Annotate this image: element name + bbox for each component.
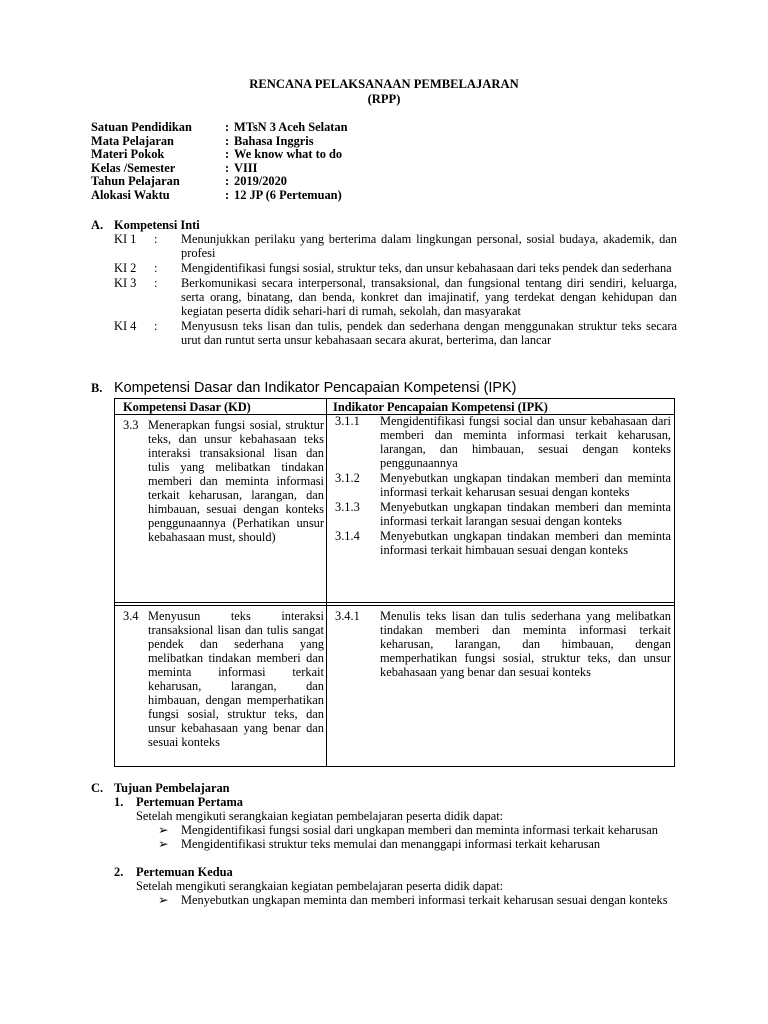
meeting-title: Pertemuan Kedua — [136, 865, 233, 879]
kd-number: 3.3 — [123, 418, 139, 432]
goal-item — [114, 823, 677, 837]
section-b-title: Kompetensi Dasar dan Indikator Pencapaian Kompetensi (IPK) — [114, 380, 517, 396]
table-row-divider — [115, 602, 674, 603]
table-column-divider — [326, 399, 327, 766]
kd-cell — [123, 418, 324, 544]
kd-text: Menerapkan fungsi sosial, struktur teks, dan unsur kebahasaan teks interaksi transaksional lisan dan tulis yang melibatkan tindakan memberi dan meminta informasi terkait keharusan, larangan, dan himbauan, sesuai dengan konteks penggunaannya (Perhatikan unsur kebahasaan must, should) — [148, 418, 324, 544]
identity-row: Materi Pokok : We know what to do — [91, 147, 343, 161]
ipk-number: 3.1.4 — [335, 529, 360, 543]
ipk-text: Menyebutkan ungkapan tindakan memberi dan meminta informasi terkait keharusan sesuai dengan konteks — [380, 471, 671, 499]
meeting-heading — [114, 865, 677, 879]
identity-label: Alokasi Waktu — [91, 187, 170, 202]
tujuan-pembelajaran-list — [114, 795, 677, 921]
ipk-number: 3.1.3 — [335, 500, 360, 514]
ki-code: KI 3 — [114, 276, 137, 290]
identity-label: Satuan Pendidikan — [91, 120, 192, 134]
ipk-item — [335, 414, 671, 470]
ki-code: KI 4 — [114, 319, 137, 333]
kd-cell — [123, 609, 324, 749]
document-title-line2: (RPP) — [367, 92, 401, 106]
ipk-number: 3.4.1 — [335, 609, 360, 623]
identity-row: Alokasi Waktu : 12 JP (6 Pertemuan) — [91, 187, 342, 202]
identity-table — [91, 120, 347, 201]
document-title — [0, 77, 768, 107]
ipk-cell — [335, 414, 671, 558]
ki-text: Berkomunikasi secara interpersonal, transaksional, dan fungsional tentang diri sendiri, keluarga, serta orang, binatang, dan benda, konkret dan imajinatif, yang terdekat dengan kehidupan dan kegiatan peserta didik sehari-hari di rumah, sekolah, dan masyarakat — [181, 276, 677, 318]
table-row-divider — [115, 605, 674, 606]
identity-value: We know what to do — [234, 147, 343, 161]
section-a-title: Kompetensi Inti — [114, 218, 200, 232]
ki-item: KI 1 : Menunjukkan perilaku yang berterima dalam lingkungan personal, sosial budaya, akademik, dan profesi — [114, 232, 677, 260]
identity-label: Tahun Pelajaran — [91, 174, 180, 188]
section-a-letter: A. — [91, 218, 104, 232]
meeting-number: 1. — [114, 795, 124, 809]
arrow-bullet-icon: ➢ — [158, 837, 169, 851]
goal-text: Mengidentifikasi struktur teks memulai dan menanggapi informasi terkait keharusan — [181, 837, 601, 851]
identity-row: Satuan Pendidikan : MTsN 3 Aceh Selatan — [91, 120, 348, 134]
ipk-text: Menulis teks lisan dan tulis sederhana yang melibatkan tindakan memberi dan meminta informasi terkait keharusan, larangan, dan himbauan, dengan memperhatikan fungsi sosial, struktur teks, dan unsur kebahasaan yang benar dan sesuai konteks — [380, 609, 671, 679]
section-a-heading — [91, 218, 200, 232]
kompetensi-inti-list — [114, 232, 677, 348]
ki-item: KI 3 : Berkomunikasi secara interpersonal, transaksional, dan fungsional tentang diri sendiri, keluarga, serta orang, binatang, dan benda, konkret dan imajinatif, yang terdekat dengan kehidupan dan kegiatan peserta didik sehari-hari di rumah, sekolah, dan masyarakat — [114, 276, 677, 318]
ki-item: KI 4 : Menyususn teks lisan dan tulis, pendek dan sederhana dengan menggunakan struktur teks secara urut dan runtut serta unsur kebahasaan secara akurat, berterima, dan lancar — [114, 319, 677, 347]
identity-value: 2019/2020 — [234, 174, 288, 188]
identity-label: Kelas /Semester — [91, 160, 176, 175]
meeting-intro: Setelah mengikuti serangkaian kegiatan pembelajaran peserta didik dapat: — [136, 879, 504, 893]
identity-value: Bahasa Inggris — [234, 133, 314, 148]
ki-text: Menyususn teks lisan dan tulis, pendek dan sederhana dengan menggunakan struktur teks secara urut dan runtut serta unsur kebahasaan secara akurat, berterima, dan lancar — [181, 319, 677, 347]
identity-value: MTsN 3 Aceh Selatan — [234, 120, 348, 134]
meeting-heading — [114, 795, 677, 809]
document-title-line1: RENCANA PELAKSANAAN PEMBELAJARAN — [249, 77, 519, 91]
kd-ipk-table — [114, 398, 675, 767]
ki-text: Menunjukkan perilaku yang berterima dalam lingkungan personal, sosial budaya, akademik, dan profesi — [181, 232, 677, 260]
ipk-number: 3.1.1 — [335, 414, 360, 428]
identity-label: Mata Pelajaran — [91, 133, 174, 148]
kd-text: Menyusun teks interaksi transaksional lisan dan tulis sangat pendek dan sederhana yang melibatkan tindakan memberi dan meminta informasi terkait keharusan, larangan, dan himbauan, dengan memperhatikan fungsi sosial, struktur teks, dan unsur kebahasaan yang benar dan sesuai konteks — [148, 609, 324, 749]
identity-row: Tahun Pelajaran : 2019/2020 — [91, 174, 288, 188]
ki-code: KI 2 — [114, 261, 137, 275]
ipk-text: Mengidentifikasi fungsi social dan unsur kebahasaan dari memberi dan meminta informasi terkait keharusan, larangan, dan himbauan, sesuai dengan konteks penggunaannya — [380, 414, 671, 470]
identity-label: Materi Pokok — [91, 147, 165, 161]
ipk-item — [335, 529, 671, 557]
ipk-text: Menyebutkan ungkapan tindakan memberi dan meminta informasi terkait himbauan sesuai dengan konteks — [380, 529, 671, 557]
ipk-item — [335, 500, 671, 528]
ipk-text: Menyebutkan ungkapan tindakan memberi dan meminta informasi terkait larangan sesuai dengan konteks — [380, 500, 671, 528]
kd-number: 3.4 — [123, 609, 139, 623]
goal-text: Menyebutkan ungkapan meminta dan memberi informasi terkait keharusan sesuai dengan konteks — [181, 893, 668, 907]
meeting-intro: Setelah mengikuti serangkaian kegiatan pembelajaran peserta didik dapat: — [136, 809, 504, 823]
identity-row: Mata Pelajaran : Bahasa Inggris — [91, 133, 314, 148]
section-c-heading — [91, 781, 230, 795]
meeting-block — [114, 795, 677, 851]
goal-item — [114, 837, 677, 851]
goal-text: Mengidentifikasi fungsi sosial dari ungkapan memberi dan meminta informasi terkait keharusan — [181, 823, 658, 837]
section-b-letter: B. — [91, 381, 103, 395]
identity-row: Kelas /Semester : VIII — [91, 160, 258, 175]
section-c-letter: C. — [91, 781, 104, 795]
ki-code: KI 1 — [114, 232, 137, 246]
ipk-cell — [335, 609, 671, 680]
ipk-number: 3.1.2 — [335, 471, 360, 485]
ipk-item — [335, 471, 671, 499]
identity-value: VIII — [234, 160, 258, 175]
identity-value: 12 JP (6 Pertemuan) — [234, 187, 342, 202]
kd-column-header: Kompetensi Dasar (KD) — [123, 400, 251, 414]
ki-item: KI 2 : Mengidentifikasi fungsi sosial, struktur teks, dan unsur kebahasaan dari teks pendek dan sederhana — [114, 261, 677, 275]
meeting-title: Pertemuan Pertama — [136, 795, 243, 809]
ipk-column-header: Indikator Pencapaian Kompetensi (IPK) — [333, 400, 548, 414]
ki-text: Mengidentifikasi fungsi sosial, struktur teks, dan unsur kebahasaan dari teks pendek dan sederhana — [181, 261, 672, 275]
arrow-bullet-icon: ➢ — [158, 823, 169, 837]
meeting-block — [114, 865, 677, 907]
arrow-bullet-icon: ➢ — [158, 893, 169, 907]
section-c-title: Tujuan Pembelajaran — [114, 781, 230, 795]
goal-item — [114, 893, 677, 907]
section-b-heading — [91, 381, 516, 395]
ipk-item — [335, 609, 671, 679]
meeting-number: 2. — [114, 865, 124, 879]
